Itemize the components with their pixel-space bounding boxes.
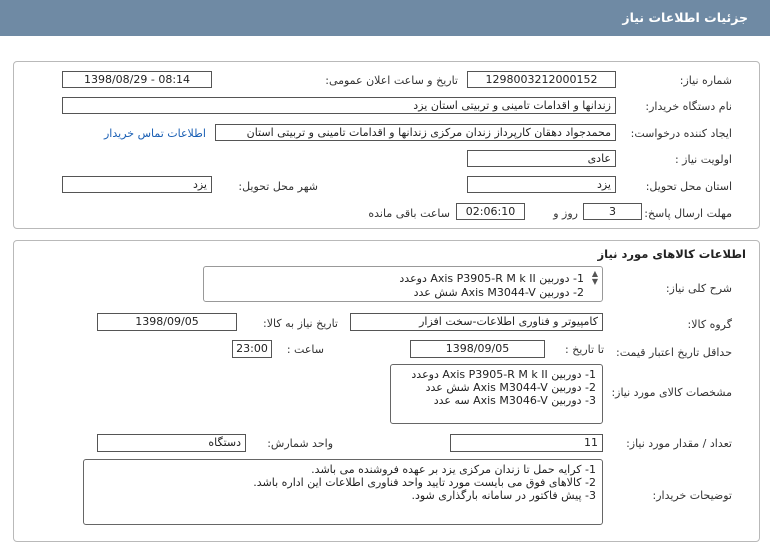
scroll-arrows-icon[interactable]: ▲ ▼	[591, 269, 598, 286]
time-remaining-label: ساعت باقی مانده	[368, 207, 450, 220]
goods-group-label: گروه کالا:	[687, 318, 732, 331]
hour-label: ساعت :	[286, 343, 324, 356]
need-number-label: شماره نیاز:	[679, 74, 732, 87]
need-date-field: 1398/09/05	[97, 313, 237, 331]
creator-label: ایجاد کننده درخواست:	[630, 127, 732, 140]
description-text	[399, 272, 584, 300]
need-number-field: 1298003212000152	[467, 71, 616, 88]
count-label: تعداد / مقدار مورد نیاز:	[626, 437, 732, 450]
contact-buyer-link[interactable]: اطلاعات تماس خریدار	[104, 127, 206, 140]
description-line: 2- دوربین Axis M3044-V شش عدد	[413, 286, 584, 299]
announce-label: تاریخ و ساعت اعلان عمومی:	[325, 74, 458, 87]
announce-field: 1398/08/29 - 08:14	[62, 71, 212, 88]
buyer-notes-label: توضیحات خریدار:	[652, 489, 732, 502]
goods-section-title: اطلاعات کالاهای مورد نیاز	[597, 247, 746, 261]
buyer-notes-text: 1- کرایه حمل تا زندان مرکزی یزد بر عهده فروشنده می باشد. 2- کالاهای فوق می بایست مورد تایید واحد فناوری اطلاعات این اداره باشد. 3- پیش فاکتور در سامانه بارگذاری شود.	[83, 459, 603, 525]
days-label: روز و	[553, 207, 578, 220]
price-validity-label: حداقل تاریخ اعتبار قیمت:	[616, 346, 732, 359]
description-line: 1- دوربین Axis P3905-R M k II دوعدد	[399, 272, 584, 285]
description-box[interactable]	[203, 266, 603, 302]
buyer-field: زندانها و اقدامات تامینی و تربیتی استان یزد	[62, 97, 616, 114]
province-label: استان محل تحویل:	[645, 180, 732, 193]
city-field: یزد	[62, 176, 212, 193]
page-title: جزئیات اطلاعات نیاز	[622, 10, 748, 25]
priority-label: اولویت نیاز :	[674, 153, 732, 166]
buyer-label: نام دستگاه خریدار:	[645, 100, 732, 113]
unit-field: دستگاه	[97, 434, 246, 452]
deadline-label: مهلت ارسال پاسخ:	[644, 207, 732, 220]
priority-field: عادی	[467, 150, 616, 167]
until-date-label: تا تاریخ :	[565, 343, 604, 356]
days-field: 3	[583, 203, 642, 220]
page-header	[0, 0, 770, 36]
unit-label: واحد شمارش:	[267, 437, 333, 450]
city-label: شهر محل تحویل:	[238, 180, 318, 193]
creator-field: محمدجواد دهقان کارپرداز زندان مرکزی زندانها و اقدامات تامینی و تربیتی استان	[215, 124, 616, 141]
spec-label: مشخصات کالای مورد نیاز:	[611, 386, 732, 399]
hour-field: 23:00	[232, 340, 272, 358]
until-date-field: 1398/09/05	[410, 340, 545, 358]
description-label: شرح کلی نیاز:	[665, 282, 732, 295]
province-field: یزد	[467, 176, 616, 193]
spec-text: 1- دوربین Axis P3905-R M k II دوعدد 2- دوربین Axis M3044-V شش عدد 3- دوربین Axis M3046-V سه عدد	[390, 364, 603, 424]
count-field: 11	[450, 434, 603, 452]
time-remaining-field: 02:06:10	[456, 203, 525, 220]
need-date-label: تاریخ نیاز به کالا:	[263, 317, 338, 330]
goods-group-field: کامپیوتر و فناوری اطلاعات-سخت افزار	[350, 313, 603, 331]
